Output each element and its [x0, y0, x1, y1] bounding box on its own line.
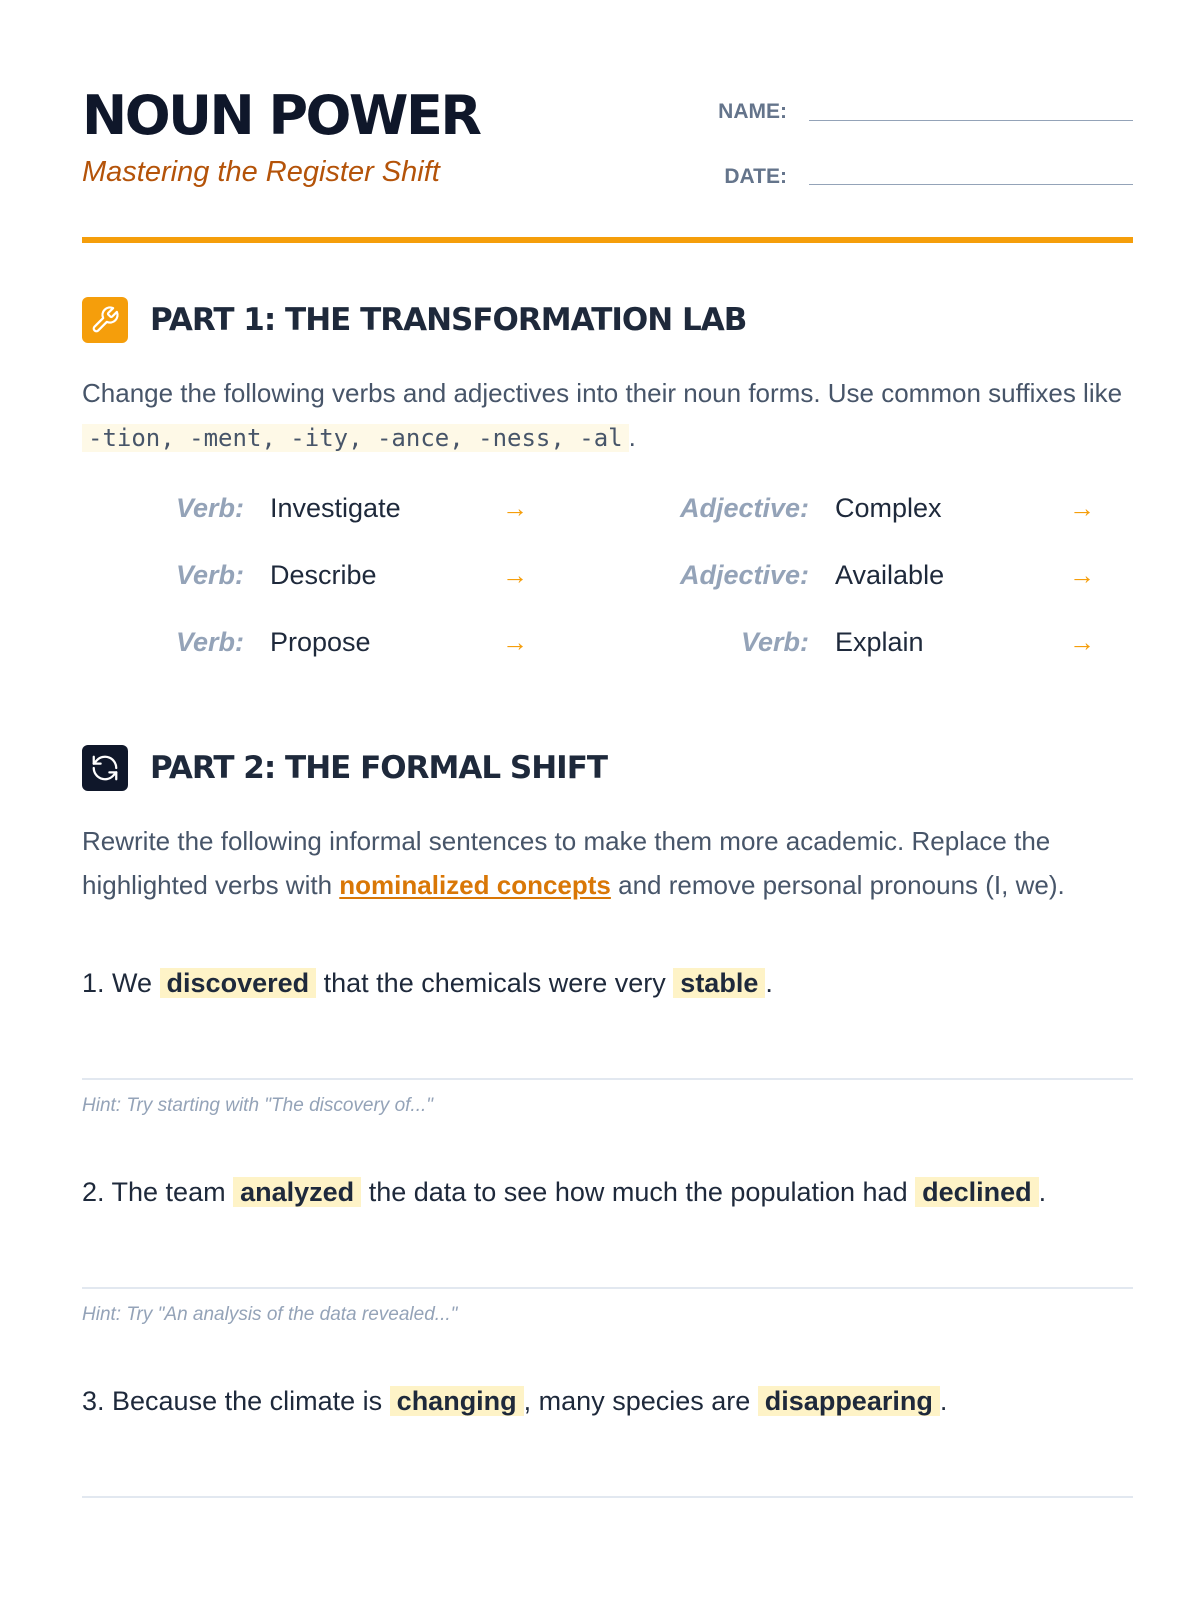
sentence-text: 2. The team: [82, 1177, 226, 1207]
exercise-sentence: [82, 1381, 1133, 1421]
refresh-icon: [82, 745, 128, 791]
sentence-text: that the chemicals were very: [323, 968, 666, 998]
part2-instruction-text: Rewrite the following informal sentences to make them more academic. Replace the highlighted verbs with: [82, 826, 1051, 900]
sentence-text: 1. We: [82, 968, 153, 998]
name-label: NAME:: [718, 100, 787, 123]
part1-title: PART 1: THE TRANSFORMATION LAB: [150, 302, 747, 338]
answer-line[interactable]: [82, 1287, 1133, 1289]
sentence-text: .: [1038, 1177, 1047, 1207]
item-word: Complex: [835, 493, 942, 523]
part2-instructions: [82, 819, 1133, 907]
sentence-text: 3. Because the climate is: [82, 1386, 383, 1416]
highlighted-verb: stable: [673, 968, 765, 998]
item-type-label: Verb:: [175, 627, 244, 657]
highlighted-verb: declined: [915, 1177, 1039, 1207]
arrow-right-icon: →: [1069, 627, 1095, 657]
exercise-sentence: [82, 963, 1133, 1003]
answer-line[interactable]: [82, 1078, 1133, 1080]
part2-instruction-end: and remove personal pronouns (I, we).: [618, 870, 1065, 900]
header-divider: [82, 237, 1133, 243]
part2-title: PART 2: THE FORMAL SHIFT: [150, 750, 608, 786]
transform-row: [82, 622, 1133, 662]
item-type-label: Adjective:: [679, 493, 809, 523]
date-label: DATE:: [724, 165, 787, 188]
highlighted-verb: changing: [390, 1386, 524, 1416]
hint-text: Hint: Try starting with "The discovery of...": [82, 1095, 434, 1116]
highlighted-verb: disappearing: [758, 1386, 940, 1416]
exercise-sentence: [82, 1172, 1133, 1212]
highlighted-verb: discovered: [160, 968, 317, 998]
sentence-text: .: [765, 968, 773, 998]
arrow-right-icon: →: [502, 493, 528, 523]
item-word: Describe: [270, 560, 377, 590]
item-word: Available: [835, 560, 945, 590]
item-word: Explain: [835, 627, 924, 657]
highlighted-verb: analyzed: [233, 1177, 361, 1207]
answer-line[interactable]: [82, 1496, 1133, 1498]
wrench-icon: [82, 297, 128, 343]
part2-header: [82, 745, 607, 791]
nominalized-concepts-link: nominalized concepts: [339, 870, 611, 900]
sentence-text: .: [939, 1386, 948, 1416]
transform-row: [82, 555, 1133, 595]
transform-row: [82, 488, 1133, 528]
suffix-list: -tion, -ment, -ity, -ance, -ness, -al: [82, 424, 629, 452]
item-word: Propose: [270, 627, 371, 657]
hint-text: Hint: Try "An analysis of the data revealed...": [82, 1304, 458, 1325]
arrow-right-icon: →: [1069, 560, 1095, 590]
part1-header: [82, 297, 746, 343]
worksheet: [82, 0, 1133, 1600]
name-field[interactable]: [809, 120, 1133, 121]
page-subtitle: Mastering the Register Shift: [82, 156, 440, 188]
item-type-label: Verb:: [175, 560, 244, 590]
arrow-right-icon: →: [502, 560, 528, 590]
arrow-right-icon: →: [1069, 493, 1095, 523]
item-type-label: Adjective:: [679, 560, 809, 590]
item-word: Investigate: [270, 493, 401, 523]
sentence-text: , many species are: [523, 1386, 751, 1416]
part1-instructions: [82, 371, 1133, 460]
part1-instruction-end: .: [628, 422, 636, 452]
part1-instruction-text: Change the following verbs and adjectives into their noun forms. Use common suffixes like: [82, 378, 1123, 408]
arrow-right-icon: →: [502, 627, 528, 657]
page-title: NOUN POWER: [82, 84, 480, 147]
item-type-label: Verb:: [175, 493, 244, 523]
date-field[interactable]: [809, 184, 1133, 185]
item-type-label: Verb:: [740, 627, 809, 657]
sentence-text: the data to see how much the population had: [368, 1177, 908, 1207]
